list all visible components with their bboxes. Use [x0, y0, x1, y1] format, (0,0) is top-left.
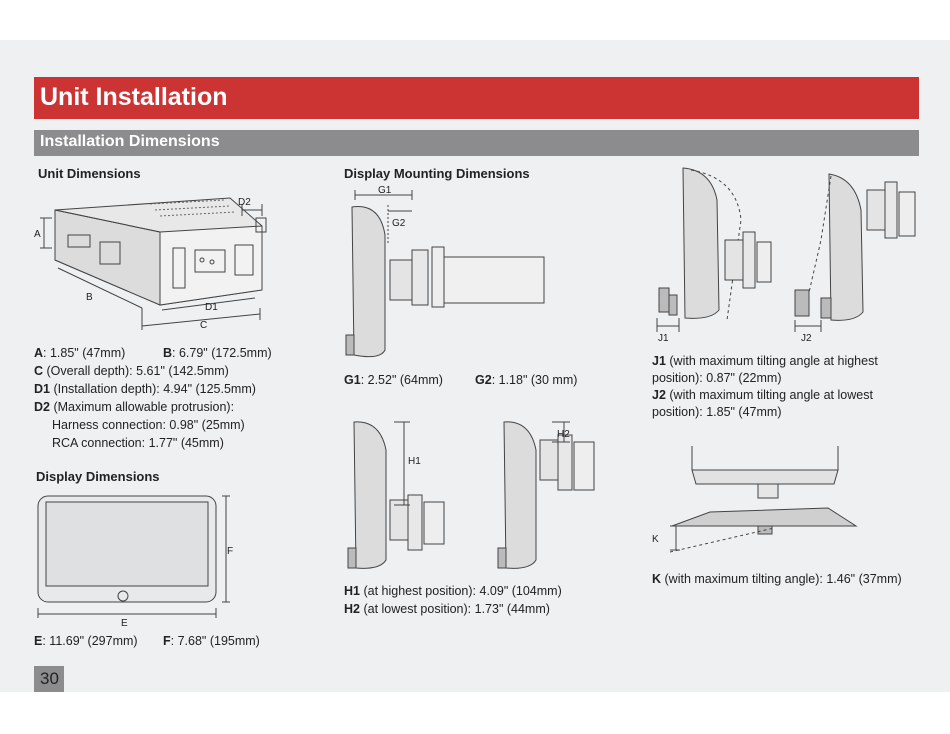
section-bar	[34, 130, 919, 156]
title-bar	[34, 77, 919, 119]
mounting-dimensions-heading: Display Mounting Dimensions	[344, 166, 530, 181]
spec-h1: H1 (at highest position): 4.09" (104mm)	[344, 584, 562, 598]
unit-label-d2: D2	[238, 197, 251, 208]
spec-c: C (Overall depth): 5.61" (142.5mm)	[34, 364, 229, 378]
spec-f: F: 7.68" (195mm)	[163, 634, 260, 648]
unit-label-a: A	[34, 229, 41, 240]
tilt-k-diagram	[648, 442, 868, 562]
mount-label-h2: H2	[557, 429, 570, 440]
spec-g2: G2: 1.18" (30 mm)	[475, 373, 578, 387]
mount-label-g1: G1	[378, 185, 392, 196]
spec-j1: J1 (with maximum tilting angle at highest	[652, 354, 878, 368]
tilt-label-j1: J1	[658, 333, 669, 344]
page-number: 30	[40, 669, 59, 688]
display-label-f: F	[227, 546, 234, 557]
mount-label-h1: H1	[408, 456, 421, 467]
spec-d1: D1 (Installation depth): 4.94" (125.5mm)	[34, 382, 256, 396]
unit-diagram	[30, 190, 270, 335]
tilt-j-diagram	[645, 160, 920, 345]
spec-j2: J2 (with maximum tilting angle at lowest	[652, 388, 873, 402]
mount-label-g2: G2	[392, 218, 406, 229]
spec-d2: D2 (Maximum allowable protrusion):	[34, 400, 235, 414]
display-dimensions-heading: Display Dimensions	[36, 469, 160, 484]
display-label-e: E	[121, 618, 128, 629]
unit-label-b: B	[86, 292, 93, 303]
spec-g1: G1: 2.52" (64mm)	[344, 373, 443, 387]
spec-e: E: 11.69" (297mm)	[34, 634, 138, 648]
spec-harness: Harness connection: 0.98" (25mm)	[52, 418, 245, 432]
spec-j2-cont: position): 1.85" (47mm)	[652, 405, 782, 419]
spec-h2: H2 (at lowest position): 1.73" (44mm)	[344, 602, 550, 616]
unit-dimensions-heading: Unit Dimensions	[38, 166, 141, 181]
mounting-g-diagram	[340, 185, 555, 365]
display-diagram	[30, 490, 240, 630]
spec-k: K (with maximum tilting angle): 1.46" (37mm)	[652, 572, 902, 586]
mounting-h-diagram	[340, 410, 620, 575]
page-title: Unit Installation	[40, 83, 228, 111]
section-title: Installation Dimensions	[40, 133, 220, 150]
tilt-label-k: K	[652, 534, 659, 545]
spec-rca: RCA connection: 1.77" (45mm)	[52, 436, 224, 450]
spec-b: B: 6.79" (172.5mm)	[163, 346, 272, 360]
page-number-badge	[34, 666, 64, 692]
spec-j1-cont: position): 0.87" (22mm)	[652, 371, 782, 385]
unit-label-c: C	[200, 320, 208, 331]
spec-a: A: 1.85" (47mm)	[34, 346, 126, 360]
unit-label-d1: D1	[205, 302, 218, 313]
tilt-label-j2: J2	[801, 333, 812, 344]
